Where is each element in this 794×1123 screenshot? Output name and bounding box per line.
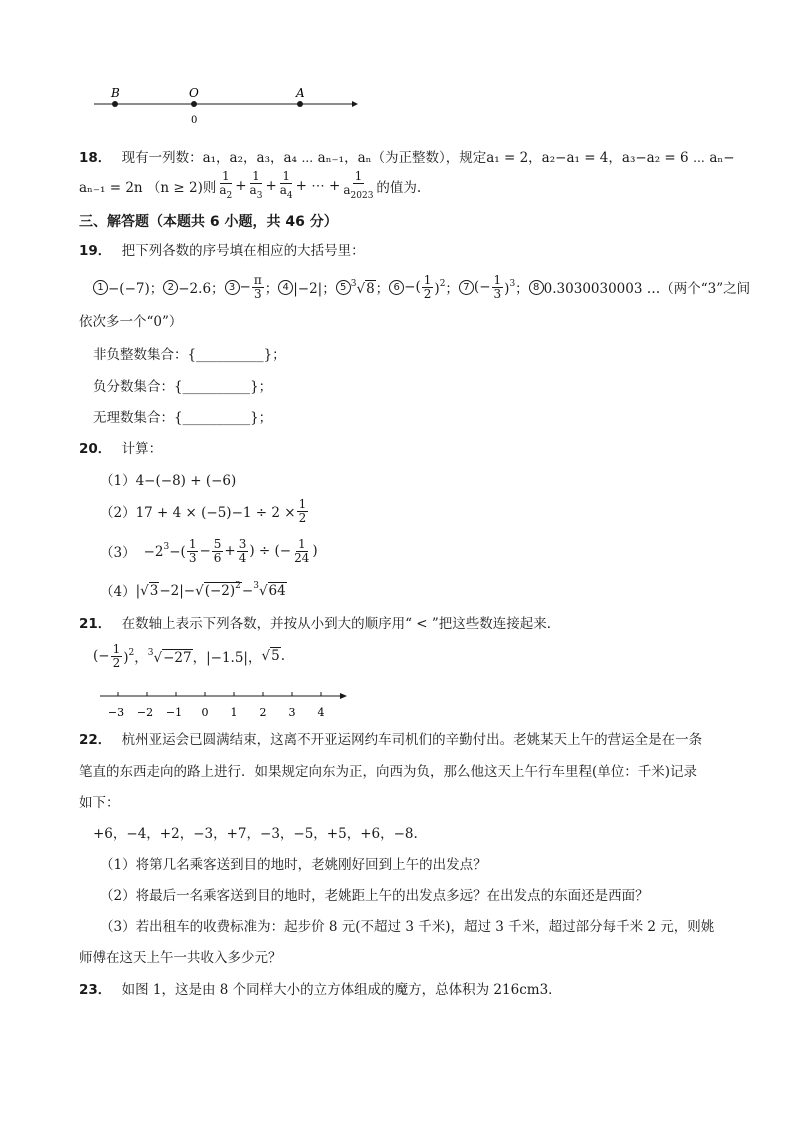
tick-label: −2 <box>136 706 154 719</box>
question-text: 计算： <box>121 441 163 457</box>
tick-label: −1 <box>165 706 183 719</box>
set-neg-frac: 负分数集合：{__________}； <box>93 379 273 395</box>
q20-part1: （1）4−(−8) + (−6) <box>100 473 237 489</box>
question-22-data: +6，−4，+2，−3，+7，−3，−5，+5，+6，−8. <box>93 826 418 842</box>
q20-part4: （4） $|√3-2|-√(-2)^2-^3√64$ <box>100 581 286 600</box>
q20-part2: （2）17 + 4 × (−5)−1 ÷ 2 × $\frac{1}{2}$ <box>100 497 307 525</box>
q20-part3: （3） $-2^3-$( $\frac{1}{3}$ − $\frac{5}{6}$ + $\frac{3}{4}$ ) ÷ (− $\frac{1}{24}$ ) <box>100 537 318 565</box>
tick-label: 0 <box>201 706 209 719</box>
point-a <box>297 101 303 107</box>
question-text: 现有一列数：a₁，a₂，a₃，a₄ ⋯ aₙ₋₁，aₙ（为正整数），规定a₁ = 2，a₂−a₁ = 4，a₃−a₂ = 6 ⋯ aₙ− <box>121 150 735 166</box>
question-21 <box>79 612 560 632</box>
question-number: 19． <box>79 243 112 259</box>
number-line-bao <box>90 84 370 128</box>
q22-sub3-line2: 师傅在这天上午一共收入多少元？ <box>79 950 282 966</box>
question-19 <box>79 239 365 259</box>
tick-label: 1 <box>230 706 238 719</box>
tick-label: 4 <box>317 706 325 719</box>
question-20 <box>79 437 162 457</box>
question-number: 20． <box>79 441 112 457</box>
label-zero: 0 <box>191 115 198 126</box>
question-text: 的值为. <box>376 179 422 196</box>
question-text: 把下列各数的序号填在相应的大括号里： <box>121 243 365 259</box>
question-number: 21． <box>79 616 112 632</box>
question-19-items-cont: 依次多一个“0”） <box>79 314 183 330</box>
point-o <box>191 101 197 107</box>
number-line-q21 <box>96 686 356 722</box>
question-number: 18． <box>79 150 112 166</box>
question-22-line3: 如下： <box>79 795 120 811</box>
q22-sub2: （2）将最后一名乘客送到目的地时，老姚距上午的出发点多远？在出发点的东面还是西面？ <box>100 888 649 904</box>
question-text: 0.3030030003 …（两个“3”之间 <box>543 281 751 298</box>
point-b <box>112 101 118 107</box>
question-text: 在数轴上表示下列各数，并按从小到大的顺序用“ < ”把这些数连接起来． <box>121 616 561 632</box>
section-title: 三、解答题（本题共 6 小题，共 46 分） <box>79 214 338 230</box>
set-irrational: 无理数集合：{__________}； <box>93 410 273 426</box>
q21-numbers: (− $\frac{1}{2}$ )$^2$， $^3$√−27， |−1.5|， √5. <box>93 642 285 670</box>
tick-label: 3 <box>288 706 296 719</box>
set-nonneg-int: 非负整数集合：{__________}； <box>93 347 286 363</box>
question-18-line2: aₙ₋₁ = 2n （n ≥ 2)则 $\frac{1}{a_2}$ + $\frac{1}{a_3}$ + $\frac{1}{a_4}$ + ⋯ + $\frac{1}{a_{2023}}$ 的值为. <box>79 169 422 201</box>
tick-label: −3 <box>107 706 125 719</box>
label-o: O <box>189 86 199 100</box>
q22-sub1: （1）将第几名乘客送到目的地时，老姚刚好回到上午的出发点？ <box>100 857 487 873</box>
question-19-items: 1 −(−7)； 2 −2.6； 3 − $\frac{\pi}{3}$ ； 4 |−2|； 5 $^3$√8； 6 −( $\frac{1}{2}$ )$^2$； 7 (− $\frac{1}{3}$ )$^3$； 8 0.3030030003 …（两个“3”之间 <box>93 274 750 300</box>
q22-sub3-line1: （3）若出租车的收费标准为：起步价 8 元(不超过 3 千米)，超过 3 千米，超过部分每千米 2 元，则姚 <box>100 919 715 935</box>
label-b: B <box>111 86 120 100</box>
question-22-line2: 笔直的东西走向的路上进行．如果规定向东为正，向西为负，那么他这天上午行车里程(单位：千米)记录 <box>79 764 698 780</box>
question-text: 杭州亚运会已圆满结束，这离不开亚运网约车司机们的辛勤付出。老姚某天上午的营运全是在一条 <box>121 732 703 748</box>
label-a: A <box>296 86 305 100</box>
question-text: 如图 1，这是由 8 个同样大小的立方体组成的魔方，总体积为 216cm3． <box>121 982 562 998</box>
tick-label: 2 <box>259 706 267 719</box>
question-text: aₙ₋₁ = 2n （n ≥ 2)则 <box>79 179 217 196</box>
question-22-line1 <box>79 728 702 748</box>
question-number: 23． <box>79 982 112 998</box>
question-number: 22． <box>79 732 112 748</box>
question-23 <box>79 978 562 998</box>
question-18-line1 <box>79 146 735 166</box>
